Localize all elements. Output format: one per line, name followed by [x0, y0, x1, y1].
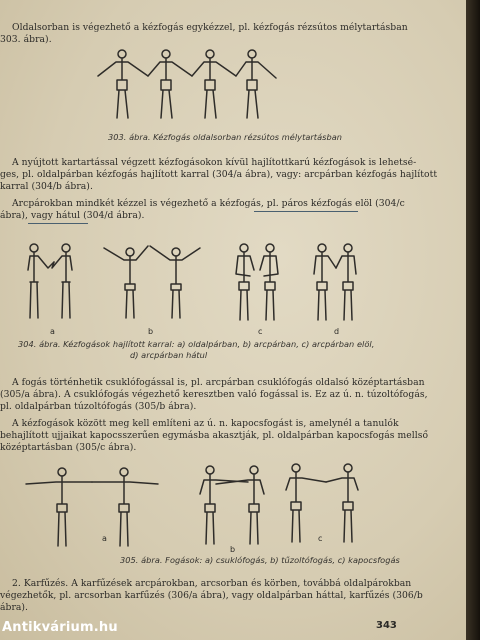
- text-line: Arcpárokban mindkét kézzel is végezhető a kézfogás, pl. páros kézfogás elöl (304/c: [12, 198, 405, 209]
- figure-303-caption: 303. ábra. Kézfogás oldalsorban rézsútos mélytartásban: [108, 132, 343, 142]
- figure-305-caption: 305. ábra. Fogások: a) csuklófogás, b) tűzoltófogás, c) kapocsfogás: [120, 555, 400, 565]
- figure-304-caption-line2: d) arcpárban hátul: [130, 350, 208, 360]
- text-line: középtartásban (305/c ábra).: [0, 442, 137, 453]
- figure-305-label-c: c: [318, 534, 323, 543]
- text-line: 2. Karfűzés. A karfűzések arcpárokban, arcsorban és körben, továbbá oldalpárokban: [12, 578, 412, 589]
- text-line: behajlított ujjaikat kapocsszerűen egymásba akasztják, pl. oldalpárban kapocsfogás mellső: [0, 430, 429, 441]
- figure-304-illustration: [14, 238, 374, 328]
- text-line: A nyújtott kartartással végzett kézfogásokon kívül hajlítottkarú kézfogások is lehetsé-: [12, 157, 417, 168]
- figure-305-label-a: a: [102, 534, 107, 543]
- page-number: 343: [376, 620, 397, 631]
- pencil-underline: [28, 223, 88, 224]
- figure-303-illustration: [90, 46, 290, 124]
- text-line: ges, pl. oldalpárban kézfogás hajlított karral (304/a ábra), vagy: arcpárban kézfogás hajlított: [0, 169, 438, 180]
- text-line: végezhetők, pl. arcsorban karfűzés (306/a ábra), vagy oldalpárban háttal, karfűzés (306/b: [0, 590, 423, 601]
- watermark-logo: Antikvárium.hu: [2, 620, 118, 635]
- figure-305-label-b: b: [230, 545, 236, 554]
- text-line: A fogás történhetik csuklófogással is, pl. arcpárban csuklófogás oldalsó középtartásban: [12, 377, 425, 388]
- figure-304-label-c: c: [258, 327, 263, 336]
- text-line: pl. oldalpárban túzoltófogás (305/b ábra).: [0, 401, 197, 412]
- figure-304-caption: 304. ábra. Kézfogások hajlított karral: a) oldalpárban, b) arcpárban, c) arcpárban elöl,: [18, 339, 375, 349]
- text-line: Oldalsorban is végezhető a kézfogás egykézzel, pl. kézfogás rézsútos mélytartásban: [12, 22, 408, 33]
- text-line: 303. ábra).: [0, 34, 52, 45]
- figure-304-label-b: b: [148, 327, 154, 336]
- figure-304-label-d: d: [334, 327, 340, 336]
- text-line: (305/a ábra). A csuklófogás végezhető keresztben való fogással is. Ez az ú. n. túzoltófogás,: [0, 389, 428, 400]
- figure-304-label-a: a: [50, 327, 55, 336]
- text-line: ábra).: [0, 602, 29, 613]
- text-line: karral (304/b ábra).: [0, 181, 93, 192]
- text-line: A kézfogások között meg kell említeni az ú. n. kapocsfogást is, amelynél a tanulók: [12, 418, 399, 429]
- text-line: ábra), vagy hátul (304/d ábra).: [0, 210, 145, 221]
- pencil-underline: [254, 211, 358, 212]
- book-spine-shadow: [466, 0, 480, 640]
